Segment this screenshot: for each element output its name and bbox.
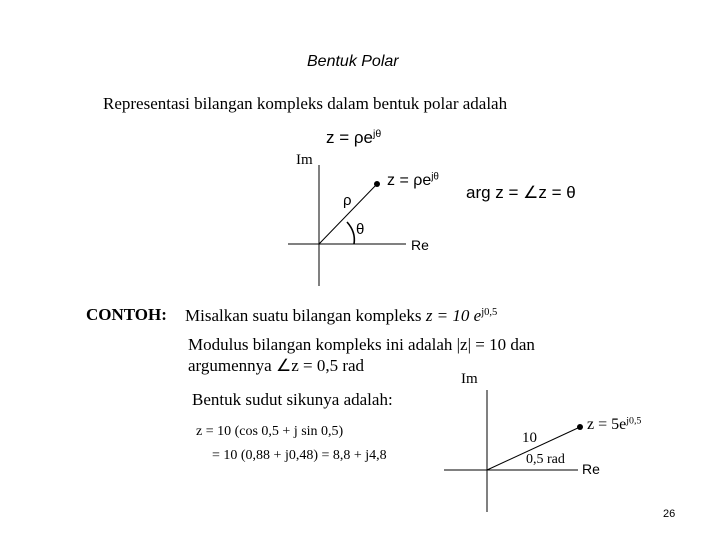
im-axis-label: Im bbox=[296, 152, 313, 168]
rho-label: ρ bbox=[343, 192, 352, 209]
example-line-4: Bentuk sudut sikunya adalah: bbox=[192, 390, 393, 409]
z-point-label-exp: jθ bbox=[431, 171, 439, 183]
rectangular-eq-2: = 10 (0,88 + j0,48) = 8,8 + j4,8 bbox=[212, 448, 387, 463]
polar-formula-exp: jθ bbox=[373, 128, 382, 141]
page-number: 26 bbox=[663, 508, 676, 520]
example-line-2: Modulus bilangan kompleks ini adalah |z| = 10 dan bbox=[188, 335, 535, 354]
z-point-label-2-text: z = 5e bbox=[587, 416, 627, 433]
arg-equation: arg z = ∠z = θ bbox=[466, 183, 576, 202]
example-line-1-exp: j0,5 bbox=[481, 307, 498, 319]
z-point-2 bbox=[577, 424, 583, 430]
modulus-label: 10 bbox=[522, 430, 537, 446]
angle-label: 0,5 rad bbox=[526, 452, 565, 467]
rectangular-eq-1: z = 10 (cos 0,5 + j sin 0,5) bbox=[196, 424, 344, 439]
theta-label: θ bbox=[356, 221, 365, 238]
z-point-label-text: z = ρe bbox=[387, 172, 432, 189]
z-point-label-2-exp: j0,5 bbox=[626, 415, 642, 427]
re-axis-label: Re bbox=[411, 237, 429, 253]
example-line-1-text: Misalkan suatu bilangan kompleks bbox=[185, 306, 422, 325]
intro-text: Representasi bilangan kompleks dalam bentuk polar adalah bbox=[103, 94, 508, 113]
polar-formula-lhs: z = ρe bbox=[326, 128, 373, 147]
example-label: CONTOH: bbox=[86, 305, 167, 324]
slide-title: Bentuk Polar bbox=[307, 53, 399, 70]
z-point-label-2 bbox=[587, 416, 641, 434]
example-line-3: argumennya ∠z = 0,5 rad bbox=[188, 356, 365, 375]
example-line-1-math: z = 10 e bbox=[425, 306, 482, 325]
im-axis-label-2: Im bbox=[461, 371, 478, 387]
re-axis-label-2: Re bbox=[582, 461, 600, 477]
